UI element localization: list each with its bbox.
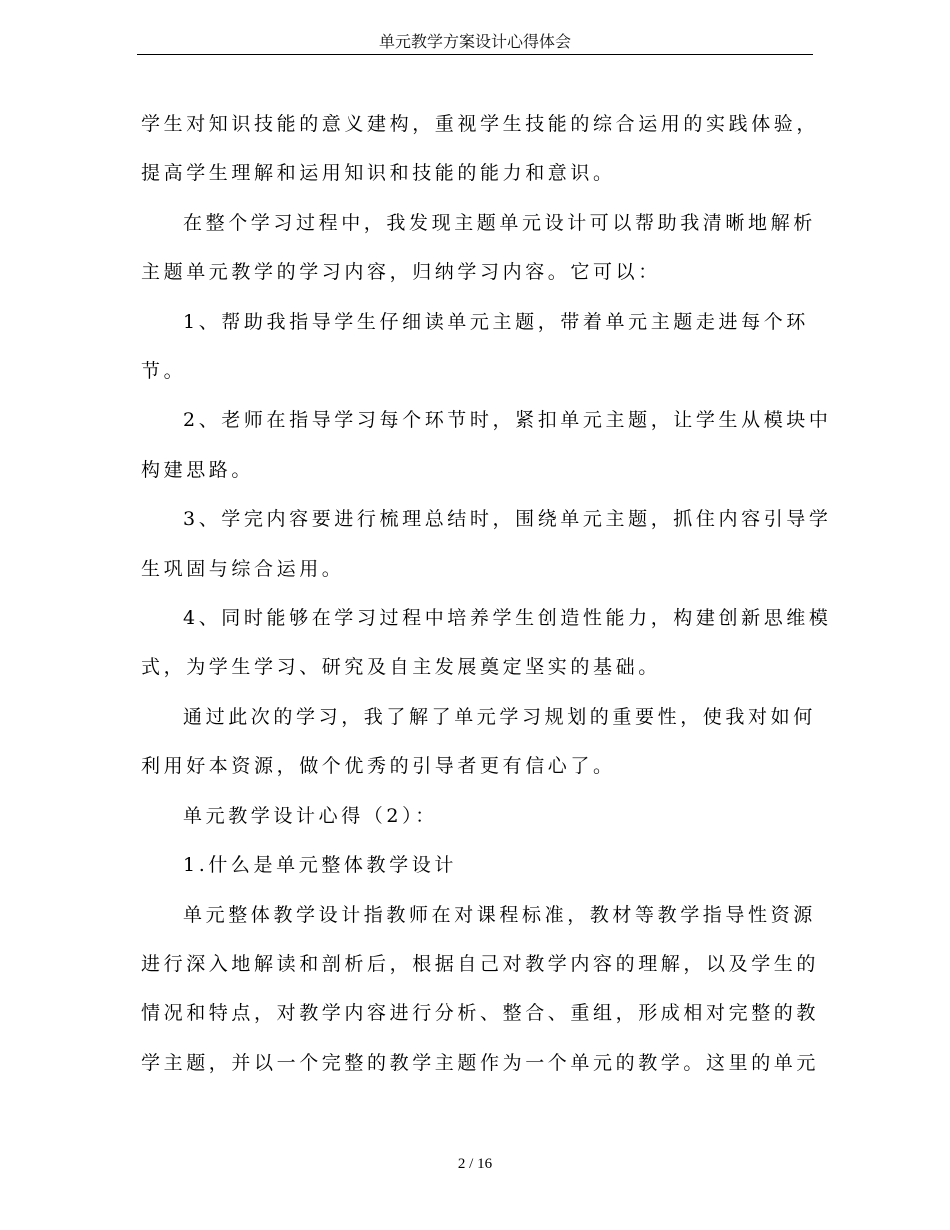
list-item-3: 3、学完内容要进行梳理总结时，围绕单元主题，抓住内容引导学 <box>183 508 832 531</box>
list-item-4: 4、同时能够在学习过程中培养学生创造性能力，构建创新思维模 <box>183 607 832 630</box>
header-divider <box>137 54 813 55</box>
text-line: 利用好本资源，做个优秀的引导者更有信心了。 <box>141 755 616 778</box>
document-body <box>141 100 832 1088</box>
text-line: 情况和特点，对教学内容进行分析、整合、重组，形成相对完整的教 <box>141 1002 820 1025</box>
page-number: 2 / 16 <box>457 1156 493 1172</box>
text-line: 进行深入地解读和剖析后，根据自己对教学内容的理解，以及学生的 <box>141 952 820 975</box>
text-line: 单元整体教学设计指教师在对课程标准，教材等教学指导性资源 <box>183 903 816 926</box>
text-line: 构建思路。 <box>141 458 255 481</box>
text-line: 学生对知识技能的意义建构，重视学生技能的综合运用的实践体验， <box>141 113 820 135</box>
text-line: 主题单元教学的学习内容，归纳学习内容。它可以： <box>141 261 661 284</box>
subsection-heading: 1.什么是单元整体教学设计 <box>183 854 457 877</box>
page-header-title: 单元教学方案设计心得体会 <box>378 32 571 51</box>
list-item-2: 2、老师在指导学习每个环节时，紧扣单元主题，让学生从模块中 <box>183 409 832 432</box>
section-heading: 单元教学设计心得（2）： <box>183 804 438 827</box>
text-line: 学主题，并以一个完整的教学主题作为一个单元的教学。这里的单元 <box>141 1051 820 1074</box>
list-item-1: 1、帮助我指导学生仔细读单元主题，带着单元主题走进每个环 <box>183 310 809 333</box>
text-line: 提高学生理解和运用知识和技能的能力和意识。 <box>141 162 616 185</box>
text-line: 通过此次的学习，我了解了单元学习规划的重要性，使我对如何 <box>183 705 816 728</box>
text-line: 生巩固与综合运用。 <box>141 557 345 580</box>
text-line: 节。 <box>141 360 187 383</box>
text-line: 式，为学生学习、研究及自主发展奠定坚实的基础。 <box>141 656 661 679</box>
text-line: 在整个学习过程中，我发现主题单元设计可以帮助我清晰地解析 <box>183 211 816 234</box>
